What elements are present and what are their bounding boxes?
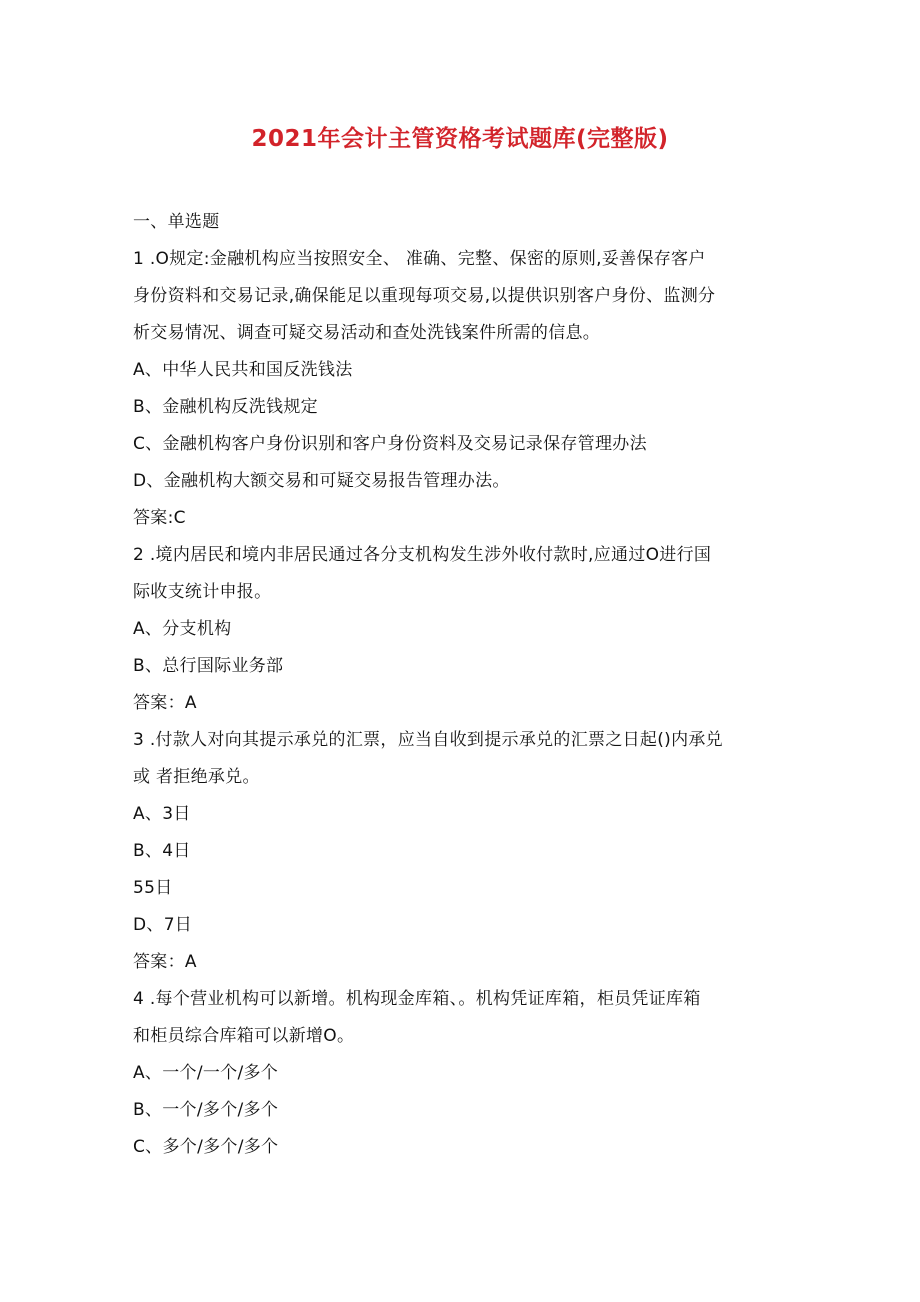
question-stem-line: 4 .每个营业机构可以新增。机构现金库箱、。机构凭证库箱，柜员凭证库箱 — [133, 989, 701, 1009]
question-stem-line: 或 者拒绝承兑。 — [133, 767, 260, 787]
option-a: A、3日 — [133, 804, 191, 824]
document-title: 2021年会计主管资格考试题库(完整版) — [251, 126, 669, 152]
question-stem-line: 2 .境内居民和境内非居民通过各分支机构发生涉外收付款时,应通过O进行国 — [133, 545, 712, 565]
question-4 — [133, 981, 793, 1166]
answer-line: 答案：A — [133, 952, 197, 972]
answer-line: 答案：A — [133, 693, 197, 713]
option-b: B、金融机构反洗钱规定 — [133, 397, 318, 417]
question-2 — [133, 537, 793, 722]
option-c: C、金融机构客户身份识别和客户身份资料及交易记录保存管理办法 — [133, 434, 647, 454]
option-a: A、分支机构 — [133, 619, 232, 639]
document-body — [133, 204, 793, 1166]
option-a: A、中华人民共和国反洗钱法 — [133, 360, 353, 380]
option-b: B、总行国际业务部 — [133, 656, 284, 676]
section-heading: 一、单选题 — [133, 212, 220, 232]
option-a: A、一个/一个/多个 — [133, 1063, 279, 1083]
question-3 — [133, 722, 793, 981]
option-c: 55日 — [133, 878, 173, 898]
option-d: D、金融机构大额交易和可疑交易报告管理办法。 — [133, 471, 510, 491]
option-d: D、7日 — [133, 915, 193, 935]
question-stem-line: 际收支统计申报。 — [133, 582, 272, 602]
option-b: B、一个/多个/多个 — [133, 1100, 279, 1120]
question-1 — [133, 241, 793, 537]
answer-line: 答案:C — [133, 508, 186, 528]
option-b: B、4日 — [133, 841, 191, 861]
option-c: C、多个/多个/多个 — [133, 1137, 279, 1157]
question-stem-line: 身份资料和交易记录,确保能足以重现每项交易,以提供识别客户身份、监测分 — [133, 286, 716, 306]
question-stem-line: 析交易情况、调查可疑交易活动和查处洗钱案件所需的信息。 — [133, 323, 601, 343]
question-stem-line: 和柜员综合库箱可以新增O。 — [133, 1026, 355, 1046]
question-stem-line: 1 .O规定:金融机构应当按照安全、 准确、完整、保密的原则,妥善保存客户 — [133, 249, 706, 269]
question-stem-line: 3 .付款人对向其提示承兑的汇票，应当自收到提示承兑的汇票之日起()内承兑 — [133, 730, 723, 750]
